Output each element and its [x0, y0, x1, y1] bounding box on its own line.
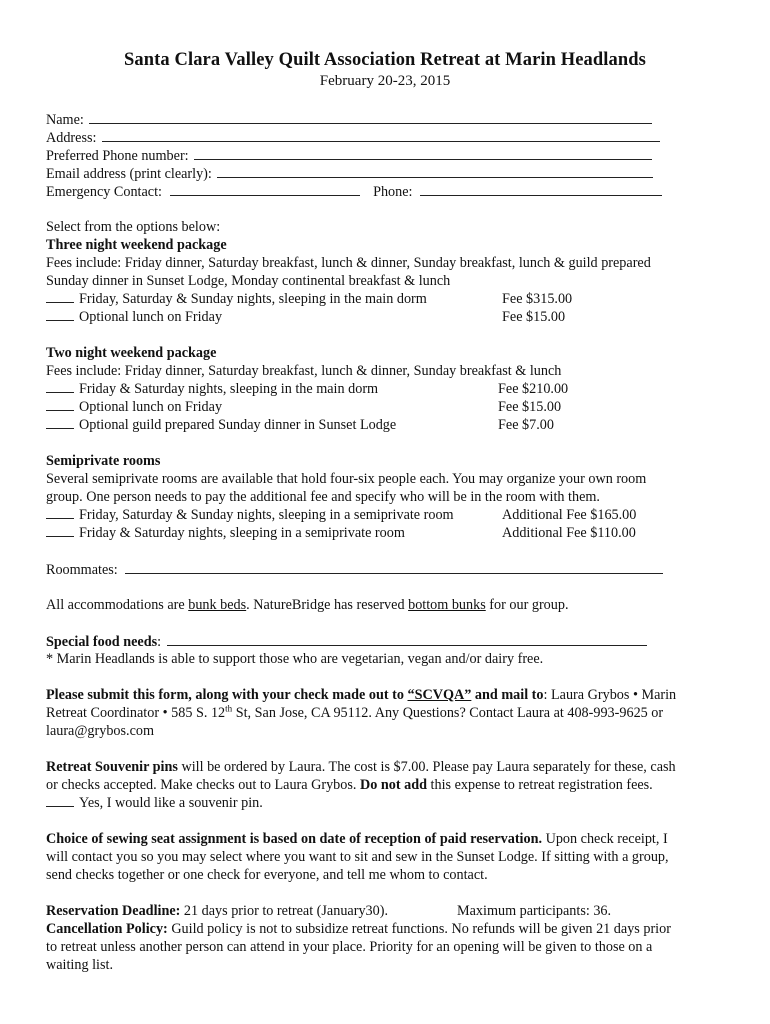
- submit-text: Retreat Coordinator • 585 S. 12: [46, 705, 226, 721]
- phone-label: Preferred Phone number:: [46, 148, 189, 164]
- three-night-heading: Three night weekend package: [46, 237, 227, 253]
- food-row: [46, 632, 726, 650]
- accommodations-note: [46, 596, 726, 614]
- food-note: * Marin Headlands is able to support those who are vegetarian, vegan and/or dairy free.: [46, 651, 544, 667]
- submit-bold-text: Please submit this form, along with your check made out to: [46, 687, 408, 703]
- address-label: Address:: [46, 130, 97, 146]
- option-checkbox-blank[interactable]: [46, 506, 74, 519]
- option-fee: Fee $15.00: [498, 399, 562, 415]
- cancellation-line: [46, 920, 726, 938]
- email-field[interactable]: [217, 164, 653, 178]
- option-label: Friday & Saturday nights, sleeping in the main dorm: [79, 381, 379, 397]
- option-row: [46, 308, 726, 326]
- seating-heading: Choice of sewing seat assignment is based on date of reception of paid reservation.: [46, 831, 543, 847]
- option-label: Friday, Saturday & Sunday nights, sleeping in a semiprivate room: [79, 507, 454, 523]
- cancellation-line: waiting list.: [46, 957, 113, 973]
- email-row: [46, 164, 726, 182]
- pin-option-row: [46, 794, 726, 812]
- roommates-row: [46, 560, 726, 578]
- option-fee: Fee $7.00: [498, 417, 554, 433]
- two-night-fees-line: Fees include: Friday dinner, Saturday breakfast, lunch & dinner, Sunday breakfast & lunch: [46, 363, 562, 379]
- option-fee: Fee $315.00: [502, 291, 573, 307]
- phone-row: [46, 146, 726, 164]
- pin-option-label: Yes, I would like a souvenir pin.: [79, 795, 263, 811]
- pins-text: this expense to retreat registration fees.: [427, 777, 653, 793]
- pins-bold-text: Do not add: [359, 777, 427, 793]
- pin-checkbox-blank[interactable]: [46, 794, 74, 807]
- option-label: Friday, Saturday & Sunday nights, sleeping in the main dorm: [79, 291, 427, 307]
- deadline-line: [46, 902, 726, 920]
- submit-line: [46, 704, 726, 722]
- accommodations-text: All accommodations are: [46, 597, 189, 613]
- two-night-heading: Two night weekend package: [46, 345, 217, 361]
- option-row: [46, 416, 726, 434]
- option-checkbox-blank[interactable]: [46, 524, 74, 537]
- contact-email: laura@grybos.com: [46, 723, 155, 739]
- name-row: [46, 110, 726, 128]
- ordinal-suffix: th: [225, 703, 233, 714]
- option-label: Friday & Saturday nights, sleeping in a semiprivate room: [79, 525, 405, 541]
- option-row: [46, 380, 726, 398]
- option-fee: Fee $210.00: [498, 381, 569, 397]
- option-checkbox-blank[interactable]: [46, 398, 74, 411]
- deadline-value: 21 days prior to retreat (January30).: [180, 903, 388, 919]
- option-checkbox-blank[interactable]: [46, 380, 74, 393]
- three-night-fees-line: Sunday dinner in Sunset Lodge, Monday continental breakfast & lunch: [46, 273, 451, 289]
- email-label: Email address (print clearly):: [46, 166, 212, 182]
- cancellation-label: Cancellation Policy:: [46, 921, 168, 937]
- semiprivate-desc-line: group. One person needs to pay the additional fee and specify who will be in the room with them.: [46, 489, 600, 505]
- cancellation-text: Guild policy is not to subsidize retreat functions. No refunds will be given 21 days prior: [167, 921, 671, 937]
- option-row: [46, 398, 726, 416]
- pins-line: [46, 776, 726, 794]
- option-checkbox-blank[interactable]: [46, 308, 74, 321]
- emergency-label: Emergency Contact:: [46, 184, 162, 200]
- emergency-contact-field[interactable]: [170, 182, 360, 196]
- semiprivate-desc-line: Several semiprivate rooms are available that hold four-six people each. You may organize your own room: [46, 471, 647, 487]
- option-row: [46, 524, 726, 542]
- emergency-row: [46, 182, 726, 200]
- pins-line: [46, 758, 726, 776]
- option-fee: Fee $15.00: [502, 309, 566, 325]
- food-label: Special food needs: [46, 634, 158, 650]
- option-checkbox-blank[interactable]: [46, 290, 74, 303]
- retreat-dates: February 20-23, 2015: [319, 73, 451, 89]
- form-body: [46, 110, 726, 974]
- bunk-beds-text: bunk beds: [188, 597, 247, 613]
- pins-text: will be ordered by Laura. The cost is $7.00. Please pay Laura separately for these, cash: [177, 759, 676, 775]
- seating-line: will contact you so you may select where you want to sit and sew in the Sunset Lodge. If sitting with a group,: [46, 849, 669, 865]
- name-field[interactable]: [89, 110, 652, 124]
- max-participants: Maximum participants: 36.: [457, 903, 612, 919]
- emergency-phone-field[interactable]: [420, 182, 662, 196]
- page-title: Santa Clara Valley Quilt Association Retreat at Marin Headlands: [124, 50, 646, 70]
- submit-text: : Laura Grybos • Marin: [543, 687, 677, 703]
- option-label: Optional lunch on Friday: [79, 309, 223, 325]
- submit-line: [46, 686, 726, 704]
- seating-line: [46, 830, 726, 848]
- option-row: [46, 290, 726, 308]
- bottom-bunks-text: bottom bunks: [408, 597, 486, 613]
- seating-line: send checks together or one check for everyone, and tell me whom to contact.: [46, 867, 488, 883]
- food-colon: :: [157, 634, 162, 650]
- option-row: [46, 506, 726, 524]
- scvqa-text: “SCVQA”: [407, 687, 472, 703]
- option-checkbox-blank[interactable]: [46, 416, 74, 429]
- submit-bold-text: and mail to: [471, 687, 544, 703]
- option-label: Optional guild prepared Sunday dinner in Sunset Lodge: [79, 417, 397, 433]
- options-intro: Select from the options below:: [46, 219, 221, 235]
- address-field[interactable]: [102, 128, 660, 142]
- phone-field[interactable]: [194, 146, 652, 160]
- roommates-label: Roommates:: [46, 562, 118, 578]
- semiprivate-heading: Semiprivate rooms: [46, 453, 161, 469]
- three-night-fees-line: Fees include: Friday dinner, Saturday breakfast, lunch & dinner, Sunday breakfast, lunch & guild prepared: [46, 255, 651, 271]
- submit-text: St, San Jose, CA 95112. Any Questions? Contact Laura at 408-993-9625 or: [232, 705, 664, 721]
- cancellation-line: to retreat unless another person can attend in your place. Priority for an opening will be given to those on a: [46, 939, 653, 955]
- seating-text: Upon check receipt, I: [542, 831, 668, 847]
- accommodations-text: . NatureBridge has reserved: [246, 597, 409, 613]
- emergency-phone-label: Phone:: [373, 184, 413, 200]
- pins-text: or checks accepted. Make checks out to Laura Grybos.: [46, 777, 360, 793]
- option-fee: Additional Fee $165.00: [502, 507, 637, 523]
- roommates-field[interactable]: [125, 560, 663, 574]
- accommodations-text: for our group.: [485, 597, 569, 613]
- option-label: Optional lunch on Friday: [79, 399, 223, 415]
- special-food-field[interactable]: [167, 632, 647, 646]
- address-row: [46, 128, 726, 146]
- deadline-label: Reservation Deadline:: [46, 903, 181, 919]
- option-fee: Additional Fee $110.00: [502, 525, 636, 541]
- pins-heading: Retreat Souvenir pins: [46, 759, 178, 775]
- name-label: Name:: [46, 112, 84, 128]
